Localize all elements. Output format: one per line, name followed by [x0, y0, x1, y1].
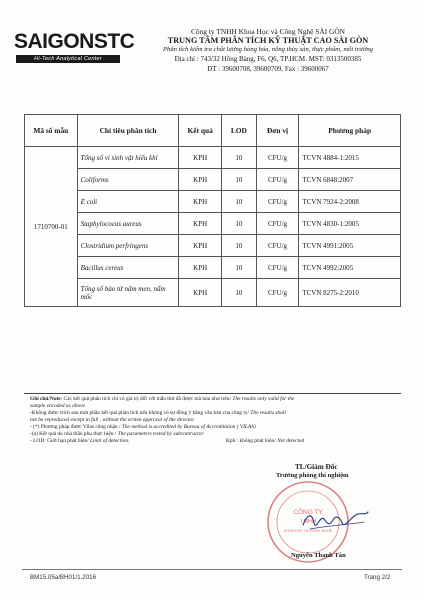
unit-cell: CFU/g	[256, 191, 299, 213]
table-row	[25, 147, 401, 169]
logo-text: SAIGONSTC	[14, 30, 135, 53]
param-cell: Bacillus cereus	[77, 257, 179, 279]
result-cell: KPH	[179, 279, 222, 307]
handwritten-signature	[300, 505, 370, 535]
form-code: BM15.05a/BH01/1.2016	[30, 574, 97, 581]
col-header-parameter: Chỉ tiêu phân tích	[77, 115, 179, 147]
unit-cell: CFU/g	[256, 147, 299, 169]
note-line-4	[30, 417, 194, 423]
param-cell: Clostridium perfringens	[77, 235, 179, 257]
company-logo	[14, 30, 135, 70]
logo-subtext: Hi-Tech Analytical Center	[16, 55, 120, 63]
note-text-en: The method is accredited by Bureau of Accreditation ( VILAS)	[121, 424, 256, 430]
note-text: : Các kết quả phân tích chỉ có giá trị đối với mẫu thử đã được mã hóa như trên/	[60, 396, 232, 402]
stamp-text-mid: TNHH	[299, 519, 317, 525]
table-row	[25, 213, 401, 235]
result-cell: KPH	[179, 235, 222, 257]
col-header-sample-id: Mã số mẫu	[25, 115, 78, 147]
method-cell: TCVN 4992:2005	[299, 257, 401, 279]
signature-title: TL/Giám Đốc	[295, 463, 338, 471]
note-line-5	[30, 424, 256, 430]
unit-cell: CFU/g	[256, 169, 299, 191]
method-cell: TCVN 7924-2:2008	[299, 191, 401, 213]
lod-cell: 10	[221, 147, 256, 169]
lod-cell: 10	[221, 213, 256, 235]
center-name: TRUNG TÂM PHÂN TÍCH KỸ THUẬT CAO SÀI GÒN	[167, 36, 369, 45]
note-text: - LOD: Giới hạn phát hiện/	[30, 438, 91, 444]
param-cell: Coliforms	[77, 169, 179, 191]
col-header-unit: Đơn vị	[256, 115, 299, 147]
sample-id-cell: 1710700-01	[25, 147, 78, 307]
table-row	[25, 191, 401, 213]
lod-cell: 10	[221, 257, 256, 279]
method-cell: TCVN 6848:2007	[299, 169, 401, 191]
table-row	[25, 235, 401, 257]
col-header-lod: LOD	[221, 115, 256, 147]
note-text: -(a) Kết quả do nhà thầu phụ thực hiện /	[30, 431, 118, 437]
note-text: -Không được trích sao một phần kết quả phân tích nếu không có sự đồng ý bằng văn bản của công ty/	[30, 410, 250, 416]
param-cell: E coli	[77, 191, 179, 213]
results-table	[24, 114, 401, 307]
lod-cell: 10	[221, 169, 256, 191]
table-row	[25, 279, 401, 307]
note-line-7	[30, 438, 129, 444]
stamp-text-bottom: KHOA HỌC VÀ CÔNG NGHỆ	[284, 529, 332, 533]
col-header-method: Phương pháp	[299, 115, 401, 147]
address-line: Địa chỉ : 743/32 Hồng Bàng, F6, Q6, TP.HCM. MST: 0313500385	[174, 55, 362, 63]
signer-name: Nguyễn Thanh Tân	[291, 552, 346, 559]
note-text-en: The results shall	[249, 410, 286, 416]
notes-divider	[24, 393, 401, 394]
note-text-en: Limit of detection.	[90, 438, 130, 444]
unit-cell: CFU/g	[256, 213, 299, 235]
note-text-en: sample encoded as above	[30, 403, 85, 409]
table-header-row	[25, 115, 401, 147]
note-text-en: The parameters tested by subcontractor	[117, 431, 204, 437]
lod-cell: 10	[221, 279, 256, 307]
method-cell: TCVN 8275-2:2010	[299, 279, 401, 307]
scope-line: Phân tích kiểm tra chất lượng hàng hóa, nông thủy sản, thực phẩm, môi trường	[163, 46, 373, 53]
result-cell: KPH	[179, 169, 222, 191]
unit-cell: CFU/g	[256, 235, 299, 257]
note-line-2	[30, 403, 85, 409]
param-cell: Tổng số vi sinh vật hiếu khí	[77, 147, 179, 169]
stamp-text-top: CÔNG TY	[293, 509, 323, 516]
method-cell: TCVN 4991:2005	[299, 235, 401, 257]
table-row	[25, 257, 401, 279]
note-text-en: The results only valid for the	[231, 396, 295, 402]
signature-subtitle: Trưởng phòng thí nghiệm	[276, 472, 349, 479]
note-line-3	[30, 410, 286, 416]
unit-cell: CFU/g	[256, 279, 299, 307]
result-cell: KPH	[179, 257, 222, 279]
lod-cell: 10	[221, 191, 256, 213]
unit-cell: CFU/g	[256, 257, 299, 279]
note-label: Ghi chú/Note	[30, 396, 61, 402]
note-text: - (*) Phương pháp được Vilas công nhận /	[30, 424, 122, 430]
result-cell: KPH	[179, 213, 222, 235]
note-text-en: not be reproduced except in full , without the writen approval of the director	[30, 417, 195, 423]
note-text: Kph : không phát hiện/	[226, 438, 278, 444]
method-cell: TCVN 4830-1:2005	[299, 213, 401, 235]
param-cell: Staphylococus aureus	[77, 213, 179, 235]
note-text-en: Not detected	[277, 438, 305, 444]
lod-cell: 10	[221, 235, 256, 257]
note-line-6	[30, 431, 204, 437]
company-name: Công ty TNHH Khoa Học và Công Nghệ SÀI GÒN	[190, 27, 346, 36]
param-cell: Tổng số bào tử nấm men, nấm mốc	[77, 279, 179, 307]
result-cell: KPH	[179, 147, 222, 169]
note-line-7-right	[226, 438, 304, 444]
method-cell: TCVN 4884-1:2015	[299, 147, 401, 169]
note-line-1	[30, 396, 294, 402]
result-cell: KPH	[179, 191, 222, 213]
footer-divider	[22, 569, 402, 570]
table-row	[25, 169, 401, 191]
page-number: Trang 2/2	[364, 574, 391, 581]
phone-line: ĐT : 39600708, 39600709, Fax : 39600067	[207, 65, 329, 73]
col-header-result: Kết quả	[179, 115, 222, 147]
